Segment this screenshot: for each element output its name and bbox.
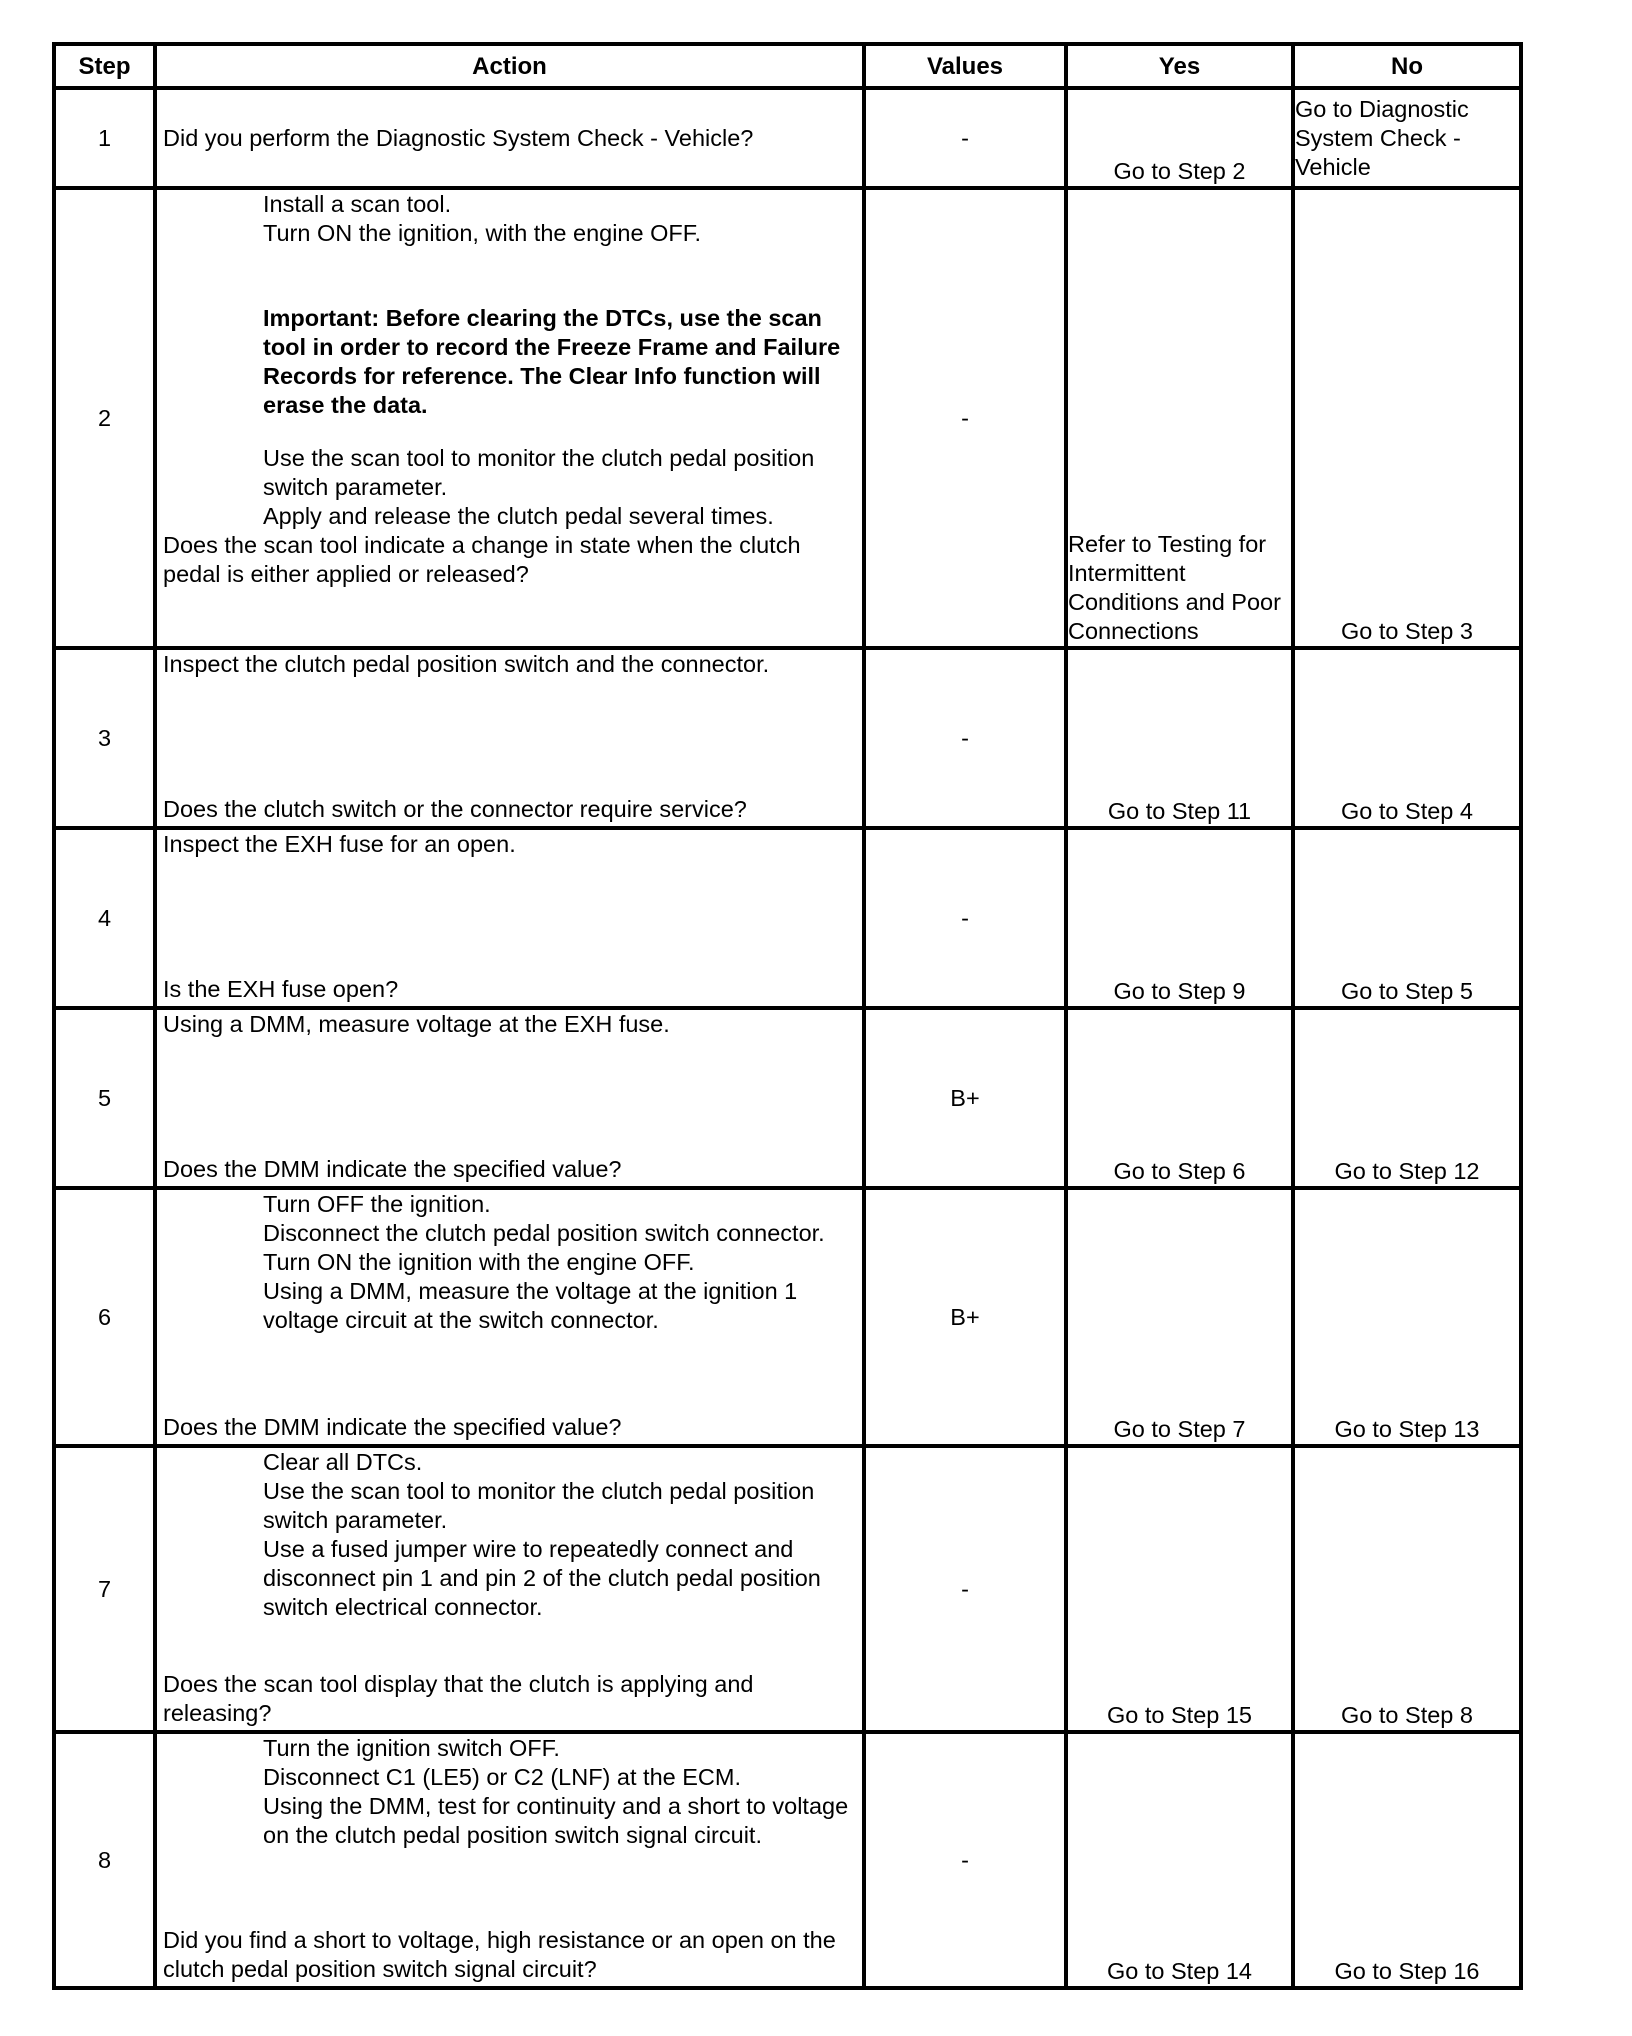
header-step: Step — [54, 44, 155, 88]
yes-cell: Go to Step 7 — [1066, 1188, 1293, 1446]
instruction-text: Use a fused jumper wire to repeatedly connect and disconnect pin 1 and pin 2 of the clutch pedal position switch electrical connector. — [263, 1536, 821, 1620]
step-number: 8 — [54, 1732, 155, 1988]
value-cell: B+ — [864, 1188, 1066, 1446]
step-number: 1 — [54, 88, 155, 188]
instruction-text: Turn OFF the ignition. — [263, 1191, 491, 1217]
yes-cell: Go to Step 15 — [1066, 1446, 1293, 1732]
no-cell: Go to Step 12 — [1293, 1008, 1521, 1188]
action-cell — [155, 648, 864, 828]
yes-cell: Go to Step 11 — [1066, 648, 1293, 828]
header-yes: Yes — [1066, 44, 1293, 88]
instruction-list — [157, 1448, 862, 1622]
instruction-text: Using a DMM, measure the voltage at the ignition 1 voltage circuit at the switch connector. — [263, 1278, 798, 1333]
step-number: 6 — [54, 1188, 155, 1446]
instruction-list — [157, 190, 862, 248]
instruction-text: Install a scan tool. — [263, 191, 452, 217]
value-cell: - — [864, 1446, 1066, 1732]
value-cell: B+ — [864, 1008, 1066, 1188]
question-text: Does the DMM indicate the specified value? — [163, 1156, 622, 1182]
action-cell — [155, 1446, 864, 1732]
step-number: 5 — [54, 1008, 155, 1188]
question-text: Does the clutch switch or the connector require service? — [163, 796, 747, 822]
table-row — [54, 188, 1521, 648]
value-cell: - — [864, 188, 1066, 648]
instruction-text: Clear all DTCs. — [263, 1449, 423, 1475]
instruction-list — [157, 1734, 862, 1850]
instruction-text: Turn ON the ignition, with the engine OFF. — [263, 220, 702, 246]
question-text: Did you find a short to voltage, high resistance or an open on the clutch pedal position switch signal circuit? — [163, 1927, 836, 1982]
instruction-list — [157, 830, 862, 859]
header-values: Values — [864, 44, 1066, 88]
action-cell — [155, 88, 864, 188]
action-cell — [155, 188, 864, 648]
table-row — [54, 1008, 1521, 1188]
instruction-text: Turn ON the ignition with the engine OFF. — [263, 1249, 695, 1275]
yes-cell: Refer to Testing for Intermittent Conditions and Poor Connections — [1066, 188, 1293, 648]
instruction-text: Use the scan tool to monitor the clutch pedal position switch parameter. — [263, 445, 815, 500]
table-row — [54, 828, 1521, 1008]
header-no: No — [1293, 44, 1521, 88]
instruction-text: Apply and release the clutch pedal several times. — [263, 503, 774, 529]
yes-cell: Go to Step 2 — [1066, 88, 1293, 188]
important-note: Important: Before clearing the DTCs, use the scan tool in order to record the Freeze Frame and Failure Records for reference. The Clear Info function will erase the data. — [263, 305, 841, 418]
step-number: 7 — [54, 1446, 155, 1732]
table-row — [54, 88, 1521, 188]
instruction-text: Using the DMM, test for continuity and a short to voltage on the clutch pedal position switch signal circuit. — [263, 1793, 849, 1848]
step-number: 3 — [54, 648, 155, 828]
header-row — [54, 44, 1521, 88]
no-cell: Go to Step 13 — [1293, 1188, 1521, 1446]
instruction-text: Use the scan tool to monitor the clutch pedal position switch parameter. — [263, 1478, 815, 1533]
question-text: Is the EXH fuse open? — [163, 976, 399, 1002]
instruction-text: Disconnect C1 (LE5) or C2 (LNF) at the ECM. — [263, 1764, 741, 1790]
question-text: Does the scan tool indicate a change in state when the clutch pedal is either applied or released? — [163, 532, 801, 587]
question-text: Does the scan tool display that the clutch is applying and releasing? — [163, 1671, 754, 1726]
no-cell: Go to Diagnostic System Check - Vehicle — [1293, 88, 1521, 188]
table-row — [54, 1188, 1521, 1446]
action-cell — [155, 1188, 864, 1446]
no-cell: Go to Step 16 — [1293, 1732, 1521, 1988]
instruction-list — [157, 1190, 862, 1335]
value-cell: - — [864, 88, 1066, 188]
instruction-list — [157, 650, 862, 679]
instruction-text: Inspect the EXH fuse for an open. — [163, 831, 516, 857]
instruction-text: Inspect the clutch pedal position switch and the connector. — [163, 651, 770, 677]
step-number: 4 — [54, 828, 155, 1008]
value-cell: - — [864, 648, 1066, 828]
table-row — [54, 648, 1521, 828]
action-cell — [155, 828, 864, 1008]
header-action: Action — [155, 44, 864, 88]
no-cell: Go to Step 8 — [1293, 1446, 1521, 1732]
instruction-text: Disconnect the clutch pedal position switch connector. — [263, 1220, 825, 1246]
instruction-text: Using a DMM, measure voltage at the EXH fuse. — [163, 1011, 670, 1037]
yes-cell: Go to Step 14 — [1066, 1732, 1293, 1988]
instruction-list — [157, 444, 862, 531]
diagnostic-table — [52, 42, 1523, 1990]
instruction-text: Turn the ignition switch OFF. — [263, 1735, 560, 1761]
step-number: 2 — [54, 188, 155, 648]
instruction-list — [157, 1010, 862, 1039]
action-cell — [155, 1732, 864, 1988]
question-text: Did you perform the Diagnostic System Check - Vehicle? — [163, 124, 754, 151]
value-cell: - — [864, 1732, 1066, 1988]
no-cell: Go to Step 3 — [1293, 188, 1521, 648]
yes-cell: Go to Step 9 — [1066, 828, 1293, 1008]
question-text: Does the DMM indicate the specified value? — [163, 1414, 622, 1440]
value-cell: - — [864, 828, 1066, 1008]
no-cell: Go to Step 5 — [1293, 828, 1521, 1008]
yes-cell: Go to Step 6 — [1066, 1008, 1293, 1188]
no-cell: Go to Step 4 — [1293, 648, 1521, 828]
table-row — [54, 1732, 1521, 1988]
table-row — [54, 1446, 1521, 1732]
action-cell — [155, 1008, 864, 1188]
